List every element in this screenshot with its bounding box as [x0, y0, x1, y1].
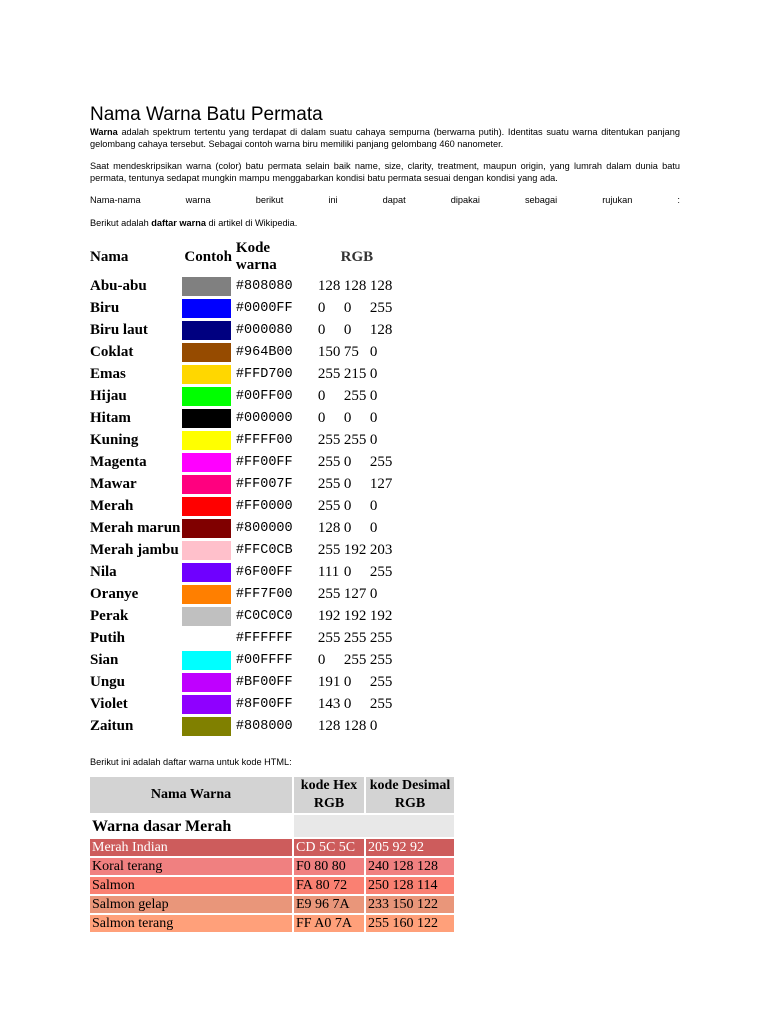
rgb-b: 0 — [369, 520, 378, 536]
html-group-label: Warna dasar Merah — [90, 815, 292, 837]
color-rgb — [316, 673, 398, 692]
table-row — [90, 877, 454, 894]
color-swatch-cell — [182, 695, 234, 714]
color-rgb — [316, 651, 398, 670]
html-color-name: Koral terang — [90, 858, 292, 875]
color-rgb — [316, 563, 398, 582]
rgb-b: 0 — [369, 410, 378, 426]
table-row — [88, 299, 398, 318]
rgb-b: 0 — [369, 586, 378, 602]
rgb-g: 0 — [343, 564, 352, 580]
color-name: Biru — [90, 300, 120, 316]
color-name: Merah — [90, 498, 134, 514]
html-color-hex: E9 96 7A — [294, 896, 364, 913]
table-row — [88, 585, 398, 604]
rgb-g: 192 — [343, 542, 367, 558]
color-name: Magenta — [90, 454, 147, 470]
rgb-r: 111 — [317, 564, 340, 580]
description-paragraph: Saat mendeskripsikan warna (color) batu permata selain baik name, size, clarity, treatment, maupun origin, yang lumrah dalam dunia batu permata, tentunya sedapat mungkin mampu menggabarkan kondisi batu permata sesuai dengan kondisi yang ada. — [90, 161, 680, 183]
color-rgb — [316, 321, 398, 340]
html-color-dec: 250 128 114 — [366, 877, 454, 894]
color-swatch — [182, 343, 231, 362]
color-hex: #000080 — [235, 323, 293, 338]
color-swatch-cell — [182, 585, 234, 604]
wikipedia-note — [90, 217, 680, 229]
color-swatch — [182, 629, 231, 648]
rgb-g: 255 — [343, 388, 367, 404]
color-rgb — [316, 387, 398, 406]
rgb-b: 128 — [369, 322, 393, 338]
color-name: Zaitun — [90, 718, 134, 734]
color-swatch — [182, 321, 231, 340]
rgb-b: 255 — [369, 564, 393, 580]
color-swatch-cell — [182, 453, 234, 472]
color-name: Nila — [90, 564, 117, 580]
rgb-r: 191 — [317, 674, 341, 690]
rgb-r: 0 — [317, 300, 326, 316]
rgb-g: 0 — [343, 498, 352, 514]
html-color-name: Salmon gelap — [90, 896, 292, 913]
color-swatch-cell — [182, 541, 234, 560]
color-swatch — [182, 541, 231, 560]
rgb-b: 255 — [369, 696, 393, 712]
rgb-r: 0 — [317, 652, 326, 668]
color-name: Hijau — [90, 388, 127, 404]
html-header-hex: kode Hex RGB — [294, 777, 364, 813]
color-hex: #FF0000 — [235, 499, 293, 514]
color-hex: #6F00FF — [235, 565, 293, 580]
rgb-g: 0 — [343, 476, 352, 492]
color-swatch — [182, 453, 231, 472]
rgb-r: 0 — [317, 388, 326, 404]
html-group-row — [90, 815, 454, 837]
wikipedia-note-pre: Berikut adalah — [90, 218, 152, 228]
table-row — [88, 519, 398, 538]
color-swatch — [182, 563, 231, 582]
page-title: Nama Warna Batu Permata — [90, 104, 323, 125]
color-name: Merah marun — [90, 520, 181, 536]
wikipedia-note-bold: daftar warna — [151, 218, 206, 228]
table-row — [88, 607, 398, 626]
table-row — [88, 673, 398, 692]
rgb-g: 0 — [343, 674, 352, 690]
html-table-body — [90, 815, 454, 932]
rgb-r: 0 — [317, 410, 326, 426]
color-name: Coklat — [90, 344, 134, 360]
html-color-dec: 255 160 122 — [366, 915, 454, 932]
color-swatch — [182, 519, 231, 538]
color-swatch — [182, 277, 231, 296]
intro-paragraph — [90, 126, 680, 150]
rgb-g: 0 — [343, 520, 352, 536]
color-name: Emas — [90, 366, 126, 382]
rgb-b: 192 — [369, 608, 393, 624]
rgb-g: 127 — [343, 586, 367, 602]
intro-bold-term: Warna — [90, 127, 118, 137]
color-rgb — [316, 343, 398, 362]
color-swatch-cell — [182, 409, 234, 428]
html-header-dec: kode Desimal RGB — [366, 777, 454, 813]
rgb-g: 255 — [343, 432, 367, 448]
color-swatch-cell — [182, 277, 234, 296]
rgb-r: 143 — [317, 696, 341, 712]
color-hex: #000000 — [235, 411, 293, 426]
html-caption: Berikut ini adalah daftar warna untuk kode HTML: — [90, 757, 292, 767]
color-hex: #964B00 — [235, 345, 293, 360]
html-group-empty — [294, 815, 454, 837]
color-swatch — [182, 651, 231, 670]
color-swatch — [182, 387, 231, 406]
color-hex: #00FFFF — [235, 653, 293, 668]
table-row — [90, 858, 454, 875]
table-row — [88, 651, 398, 670]
rgb-r: 128 — [317, 520, 341, 536]
color-hex: #808000 — [235, 719, 293, 734]
rgb-b: 255 — [369, 300, 393, 316]
table-row — [88, 365, 398, 384]
color-swatch-cell — [182, 365, 234, 384]
color-swatch — [182, 475, 231, 494]
table-row — [90, 839, 454, 856]
rgb-g: 128 — [343, 718, 367, 734]
color-swatch-cell — [182, 651, 234, 670]
color-swatch — [182, 695, 231, 714]
html-table-header — [90, 777, 454, 813]
color-swatch — [182, 365, 231, 384]
color-rgb — [316, 277, 398, 296]
color-swatch-cell — [182, 717, 234, 736]
color-hex: #FF007F — [235, 477, 293, 492]
reference-paragraph: Nama-nama warna berikut ini dapat dipakai sebagai rujukan : — [90, 195, 680, 205]
html-color-hex: CD 5C 5C — [294, 839, 364, 856]
table-row — [88, 453, 398, 472]
color-table-header — [88, 240, 398, 274]
rgb-g: 192 — [343, 608, 367, 624]
color-table-body — [88, 277, 398, 736]
color-swatch — [182, 299, 231, 318]
table-row — [88, 541, 398, 560]
color-table — [88, 237, 398, 739]
html-color-hex: FF A0 7A — [294, 915, 364, 932]
rgb-g: 75 — [343, 344, 359, 360]
rgb-g: 0 — [343, 410, 352, 426]
rgb-r: 255 — [317, 630, 341, 646]
html-color-dec: 233 150 122 — [366, 896, 454, 913]
rgb-b: 0 — [369, 432, 378, 448]
table-row — [88, 343, 398, 362]
color-swatch — [182, 585, 231, 604]
rgb-g: 215 — [343, 366, 367, 382]
color-hex: #0000FF — [235, 301, 293, 316]
color-swatch — [182, 673, 231, 692]
html-color-hex: FA 80 72 — [294, 877, 364, 894]
color-name: Kuning — [90, 432, 139, 448]
table-row — [88, 475, 398, 494]
color-rgb — [316, 695, 398, 714]
rgb-r: 255 — [317, 476, 341, 492]
color-swatch-cell — [182, 563, 234, 582]
table-row — [88, 277, 398, 296]
color-name: Mawar — [90, 476, 137, 492]
color-rgb — [316, 365, 398, 384]
header-name: Nama — [90, 248, 129, 265]
color-swatch — [182, 717, 231, 736]
table-row — [88, 695, 398, 714]
color-swatch-cell — [182, 519, 234, 538]
table-row — [88, 431, 398, 450]
rgb-g: 0 — [343, 300, 352, 316]
color-swatch — [182, 607, 231, 626]
color-name: Merah jambu — [90, 542, 179, 558]
table-row — [88, 409, 398, 428]
rgb-b: 255 — [369, 630, 393, 646]
color-name: Oranye — [90, 586, 139, 602]
header-sample: Contoh — [184, 248, 232, 265]
header-rgb: RGB — [340, 248, 374, 265]
rgb-r: 192 — [317, 608, 341, 624]
intro-text: adalah spektrum tertentu yang terdapat di dalam suatu cahaya sempurna (berwarna putih). Identitas suatu warna ditentukan panjang gelombang cahaya tersebut. Sebagai contoh warna biru memiliki panjang gelombang 460 nanometer. — [90, 127, 680, 149]
rgb-r: 255 — [317, 366, 341, 382]
color-rgb — [316, 519, 398, 538]
color-rgb — [316, 453, 398, 472]
color-hex: #808080 — [235, 279, 293, 294]
html-color-name: Salmon terang — [90, 915, 292, 932]
rgb-g: 255 — [343, 652, 367, 668]
table-row — [88, 321, 398, 340]
color-hex: #FFFFFF — [235, 631, 293, 646]
color-swatch-cell — [182, 321, 234, 340]
html-color-hex: F0 80 80 — [294, 858, 364, 875]
rgb-r: 128 — [317, 278, 341, 294]
color-hex: #FFFF00 — [235, 433, 293, 448]
rgb-b: 255 — [369, 674, 393, 690]
wikipedia-note-post: di artikel di Wikipedia. — [205, 218, 298, 228]
color-hex: #8F00FF — [235, 697, 293, 712]
html-color-table — [88, 775, 456, 934]
color-swatch-cell — [182, 475, 234, 494]
rgb-b: 0 — [369, 344, 378, 360]
rgb-g: 0 — [343, 454, 352, 470]
color-swatch-cell — [182, 497, 234, 516]
rgb-r: 255 — [317, 542, 341, 558]
color-rgb — [316, 541, 398, 560]
color-name: Putih — [90, 630, 126, 646]
color-name: Hitam — [90, 410, 131, 426]
rgb-r: 255 — [317, 498, 341, 514]
table-row — [90, 896, 454, 913]
color-rgb — [316, 607, 398, 626]
color-rgb — [316, 585, 398, 604]
color-name: Ungu — [90, 674, 126, 690]
rgb-r: 128 — [317, 718, 341, 734]
color-rgb — [316, 431, 398, 450]
html-color-dec: 240 128 128 — [366, 858, 454, 875]
rgb-b: 128 — [369, 278, 393, 294]
color-hex: #FFC0CB — [235, 543, 293, 558]
rgb-b: 0 — [369, 498, 378, 514]
color-swatch-cell — [182, 629, 234, 648]
color-name: Perak — [90, 608, 129, 624]
header-code: Kode warna — [235, 240, 277, 273]
color-swatch-cell — [182, 343, 234, 362]
rgb-r: 150 — [317, 344, 341, 360]
color-hex: #FFD700 — [235, 367, 293, 382]
color-swatch-cell — [182, 607, 234, 626]
color-rgb — [316, 475, 398, 494]
rgb-b: 0 — [369, 366, 378, 382]
html-color-dec: 205 92 92 — [366, 839, 454, 856]
rgb-b: 0 — [369, 718, 378, 734]
color-swatch — [182, 431, 231, 450]
rgb-r: 0 — [317, 322, 326, 338]
color-rgb — [316, 299, 398, 318]
color-rgb — [316, 409, 398, 428]
rgb-r: 255 — [317, 586, 341, 602]
color-hex: #BF00FF — [235, 675, 293, 690]
color-swatch-cell — [182, 673, 234, 692]
rgb-g: 255 — [343, 630, 367, 646]
color-name: Abu-abu — [90, 278, 147, 294]
color-swatch — [182, 497, 231, 516]
color-hex: #FF00FF — [235, 455, 293, 470]
rgb-b: 255 — [369, 454, 393, 470]
rgb-g: 0 — [343, 696, 352, 712]
table-row — [88, 497, 398, 516]
color-hex: #00FF00 — [235, 389, 293, 404]
color-swatch-cell — [182, 299, 234, 318]
color-rgb — [316, 717, 398, 736]
rgb-g: 128 — [343, 278, 367, 294]
color-rgb — [316, 497, 398, 516]
color-hex: #C0C0C0 — [235, 609, 293, 624]
color-hex: #800000 — [235, 521, 293, 536]
rgb-b: 0 — [369, 388, 378, 404]
color-rgb — [316, 629, 398, 648]
document-page — [90, 104, 680, 934]
rgb-b: 255 — [369, 652, 393, 668]
table-row — [88, 563, 398, 582]
color-name: Violet — [90, 696, 128, 712]
table-row — [90, 915, 454, 932]
html-color-name: Merah Indian — [90, 839, 292, 856]
table-row — [88, 629, 398, 648]
rgb-r: 255 — [317, 454, 341, 470]
color-swatch-cell — [182, 387, 234, 406]
rgb-r: 255 — [317, 432, 341, 448]
html-color-name: Salmon — [90, 877, 292, 894]
rgb-g: 0 — [343, 322, 352, 338]
color-swatch-cell — [182, 431, 234, 450]
color-name: Biru laut — [90, 322, 148, 338]
color-hex: #FF7F00 — [235, 587, 293, 602]
rgb-b: 127 — [369, 476, 393, 492]
table-row — [88, 387, 398, 406]
rgb-b: 203 — [369, 542, 393, 558]
table-row — [88, 717, 398, 736]
color-swatch — [182, 409, 231, 428]
html-header-name: Nama Warna — [90, 777, 292, 813]
color-name: Sian — [90, 652, 119, 668]
